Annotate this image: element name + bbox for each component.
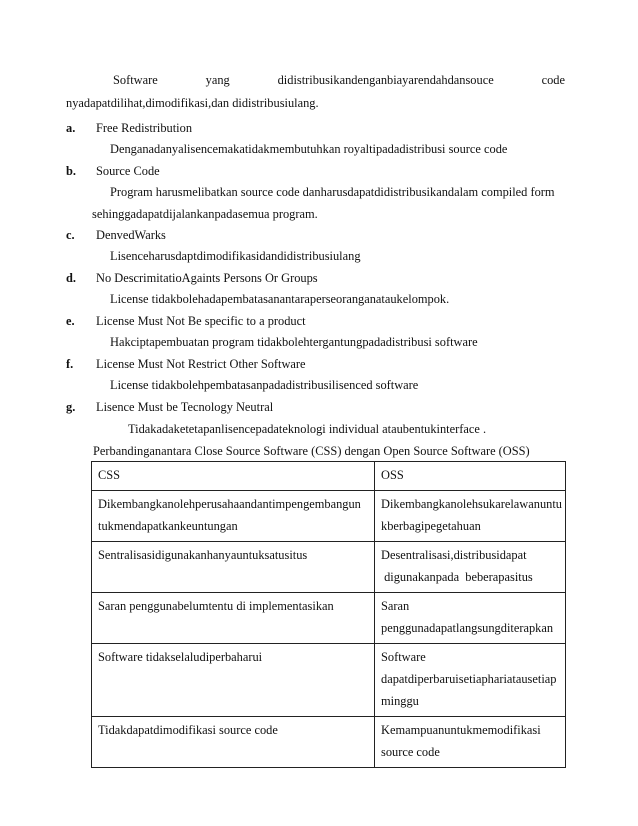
header-css: CSS (92, 462, 375, 491)
header-oss: OSS (375, 462, 566, 491)
oss-cell (375, 717, 566, 768)
item-g-body: Tidakadaketetapanlisencepadateknologi individual ataubentukinterface . (128, 422, 487, 436)
cell-line: source code (381, 745, 440, 759)
item-c-body: Lisenceharusdaptdimodifikasidandidistribusiulang (110, 249, 361, 263)
table-row (92, 717, 566, 768)
item-b-heading (66, 164, 160, 179)
table-row (92, 593, 566, 644)
intro-line-2: nyadapatdilihat,dimodifikasi,dan didistribusiulang. (66, 96, 319, 110)
item-title: Source Code (96, 164, 160, 178)
cell-line: Sentralisasidigunakanhanyauntuksatusitus (98, 548, 308, 562)
cell-line: tukmendapatkankeuntungan (98, 519, 238, 533)
item-title: No DescrimitatioAgaints Persons Or Groups (96, 271, 318, 285)
oss-cell (375, 491, 566, 542)
item-label: d. (66, 271, 76, 285)
cell-line: minggu (381, 694, 419, 708)
table-header-row (92, 462, 566, 491)
item-g-heading (66, 400, 273, 415)
item-title: License Must Not Restrict Other Software (96, 357, 306, 371)
oss-cell (375, 593, 566, 644)
item-title: DenvedWarks (96, 228, 166, 242)
item-c-heading (66, 228, 166, 243)
cell-line: Desentralisasi,distribusidapat (381, 548, 527, 562)
item-label: g. (66, 400, 76, 414)
cell-line: Dikembangkanolehsukarelawanuntu (381, 497, 562, 511)
css-cell (92, 717, 375, 768)
intro-word: Software (113, 73, 158, 87)
css-cell (92, 644, 375, 717)
item-f-heading (66, 357, 306, 372)
item-a-body: Denganadanyalisencemakatidakmembutuhkan royaltipadadistribusi source code (110, 142, 508, 156)
intro-word: didistribusikandenganbiayarendahdansouce (277, 73, 494, 87)
cell-line: Saran penggunabelumtentu di implementasikan (98, 599, 334, 613)
cell-line: Software tidakselaludiperbaharui (98, 650, 263, 664)
intro-word: yang (205, 73, 230, 87)
cell-line: dapatdiperbaruisetiaphariatausetiap (381, 672, 557, 686)
item-label: c. (66, 228, 75, 242)
item-label: a. (66, 121, 76, 135)
cell-line: Kemampuanuntukmemodifikasi (381, 723, 541, 737)
cell-line: Dikembangkanolehperusahaandantimpengembangun (98, 497, 361, 511)
css-cell (92, 542, 375, 593)
intro-line-1 (113, 73, 565, 88)
item-d-body: License tidakbolehadapembatasanantaraperseoranganataukelompok. (110, 292, 450, 306)
item-label: e. (66, 314, 75, 328)
item-title: Free Redistribution (96, 121, 193, 135)
css-cell (92, 491, 375, 542)
item-a-heading (66, 121, 192, 136)
oss-cell (375, 542, 566, 593)
item-b-body-line-1: Program harusmelibatkan source code danharusdapatdidistribusikandalam compiled form (110, 185, 555, 199)
cell-line: Software (381, 650, 426, 664)
item-e-body: Hakciptapembuatan program tidakbolehtergantungpadadistribusi software (110, 335, 478, 349)
css-cell (92, 593, 375, 644)
cell-line: digunakanpada beberapasitus (381, 570, 533, 584)
table-row (92, 491, 566, 542)
item-title: Lisence Must be Tecnology Neutral (96, 400, 274, 414)
item-f-body: License tidakbolehpembatasanpadadistribusilisenced software (110, 378, 419, 392)
oss-cell (375, 644, 566, 717)
comparison-table (91, 461, 566, 768)
table-row (92, 644, 566, 717)
comparison-title: Perbandinganantara Close Source Software (CSS) dengan Open Source Software (OSS) (93, 444, 530, 458)
item-e-heading (66, 314, 306, 329)
item-label: b. (66, 164, 76, 178)
table-row (92, 542, 566, 593)
item-label: f. (66, 357, 74, 371)
item-b-body-line-2: sehinggadapatdijalankanpadasemua program. (92, 207, 318, 221)
cell-line: Tidakdapatdimodifikasi source code (98, 723, 278, 737)
cell-line: penggunadapatlangsungditerapkan (381, 621, 554, 635)
item-d-heading (66, 271, 318, 286)
cell-line: kberbagipegetahuan (381, 519, 481, 533)
intro-word: code (541, 73, 565, 87)
item-title: License Must Not Be specific to a product (96, 314, 306, 328)
cell-line: Saran (381, 599, 410, 613)
